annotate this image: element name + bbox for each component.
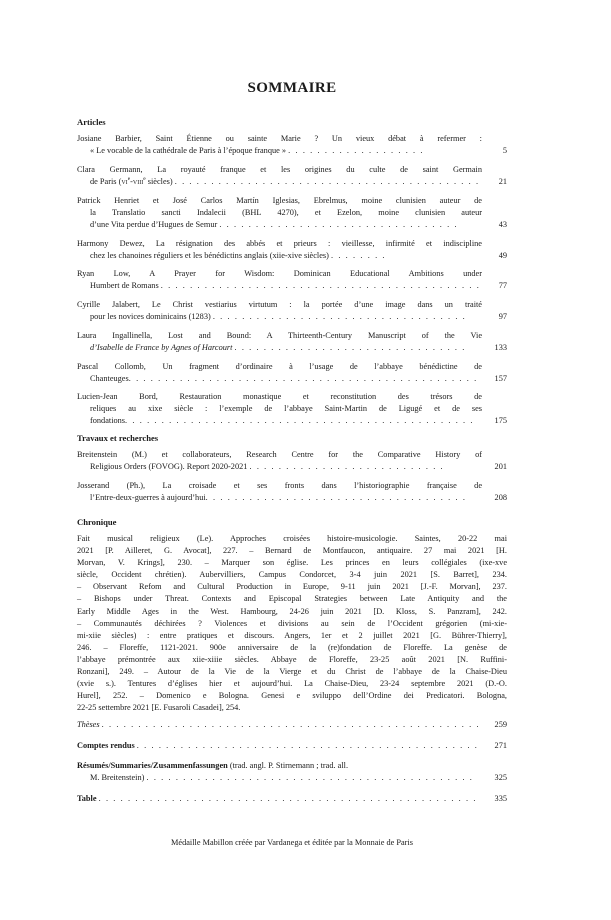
leader-dots: . . . . . . . . . . . . . . . . . . . . . . . . . . . . . . . . . bbox=[219, 220, 459, 230]
chronique-line: – Bishops under Threat. Contexts and Episcopal Strategies between Late Antiquity and the bbox=[77, 594, 507, 604]
entry-line: Ryan Low, A Prayer for Wisdom: Dominican Educational Ambitions under bbox=[77, 269, 482, 278]
chronique-line: – Observant Refom and Cultural Production in Europe, 9-11 juin 2021 [J.-F. Morvan], 237. bbox=[77, 582, 507, 592]
page-number: 259 bbox=[494, 720, 507, 729]
entry-line: chez les chanoines réguliers et les bénédictins anglais (xiie-xive siècles) bbox=[90, 251, 329, 261]
chronique-line: Fait musical religieux (Le). Approches croisées histoire-musicologie. Saintes, 20-22 mai bbox=[77, 534, 507, 543]
page-number: 97 bbox=[498, 312, 507, 322]
chronique-line: Morvan, V. Krings], 230. – Marquer son église. Les princes en leurs collégiales (ixe-xve bbox=[77, 558, 507, 568]
leader-dots: . . . . . . . . . . . . . . . . . . . . . . . . . . . . . . . . . . . . . . . . . . . . . . . . bbox=[128, 374, 478, 384]
toc-entry-theses[interactable] bbox=[77, 719, 507, 731]
toc-entry[interactable] bbox=[77, 268, 507, 292]
leader-dots: . . . . . . . . . . . . . . . . . . . . . . . . . . . . . . . . . . . . bbox=[205, 493, 467, 503]
section-heading-articles: Articles bbox=[77, 117, 106, 127]
toc-entry[interactable] bbox=[77, 299, 507, 323]
entry-label: Thèses bbox=[77, 720, 100, 729]
toc-entry[interactable] bbox=[77, 238, 507, 262]
page-number: 271 bbox=[494, 741, 507, 750]
entry-line: Josiane Barbier, Saint Étienne ou sainte Marie ? Un vieux débat à refermer : bbox=[77, 134, 482, 143]
toc-entry[interactable] bbox=[77, 449, 507, 473]
entry-line: « Le vocable de la cathédrale de Paris à l’époque franque » bbox=[90, 146, 287, 156]
entry-line: M. Breitenstein) bbox=[90, 773, 145, 783]
leader-dots: . . . . . . . . . . . . . . . . . . . . . . . . . . . . . . . . . . . . . . . . . . . . . . . . bbox=[125, 416, 475, 426]
entry-label: Résumés/Summaries/Zusammenfassungen bbox=[77, 761, 228, 770]
page-number: 175 bbox=[494, 416, 507, 426]
page-number: 5 bbox=[502, 146, 507, 156]
entry-line: Cyrille Jalabert, Le Christ vestiarius virtutum : la portée d’une image dans un traité bbox=[77, 300, 482, 309]
entry-line: la Translatio sancti Indalecii (BHL 4270), et Ezelon, moine clunisien auteur bbox=[90, 208, 482, 218]
chronique-line: 246. – Floreffe, 1121-2021. 900e anniversaire de la (re)fondation de Floreffe. La genèse de bbox=[77, 642, 507, 652]
page-number: 208 bbox=[494, 493, 507, 503]
entry-line: Religious Orders (FOVOG). Report 2020-2021 bbox=[90, 462, 248, 472]
chronique-line: Ronzani], 249. – Autour de la Vie de la Vierge et du Christ de l’abbaye de la Chaise-Dieu bbox=[77, 667, 507, 677]
dash: - bbox=[130, 177, 133, 187]
leader-dots: . . . . . . . . . . . . . . . . . . . . . . . . . . . . . . . . . . . . . . . . . . . . . bbox=[146, 773, 474, 783]
page-number: 133 bbox=[494, 343, 507, 353]
entry-line: de Paris ( bbox=[90, 177, 122, 187]
entry-line: pour les novices dominicains (1283) bbox=[90, 312, 211, 322]
toc-entry-comptes-rendus[interactable] bbox=[77, 740, 507, 752]
chronique-line: l’abbaye prémontrée aux xiie-xiiie siècles. Abbaye de Floreffe, 23-25 août 2021 [N. Ruffini- bbox=[77, 654, 507, 664]
entry-line: Patrick Henriet et José Carlos Martín Iglesias, Ebrelmus, moine clunisien auteur de bbox=[77, 196, 482, 205]
page-number: 325 bbox=[494, 773, 507, 783]
entry-line: siècles) bbox=[145, 177, 173, 187]
page-number: 49 bbox=[498, 251, 507, 261]
chronique-line: – Communautés déchirées ? Violences et divisions au sein de l’Occident grégorien (mi-xie- bbox=[77, 618, 507, 628]
leader-dots: . . . . . . . . . . . . . . . . . . . . . . . . . . . bbox=[249, 462, 445, 472]
century-numeral: vi bbox=[121, 177, 128, 187]
leader-dots: . . . . . . . . . . . . . . . . . . . . . . . . . . . . . . . . . . . . . . . . . . . . . . . . . . . . bbox=[101, 720, 481, 729]
century-numeral: viii bbox=[132, 177, 144, 187]
leader-dots: . . . . . . . . . . . . . . . . . . . . . . . . . . . . . . . . . . . . . . . . . . . . . . . bbox=[136, 741, 479, 750]
superscript: e bbox=[143, 176, 146, 183]
leader-dots: . . . . . . . . . . . . . . . . . . . . . . . . . . . . . . . . . . . . . . . . . . bbox=[174, 177, 480, 187]
toc-entry[interactable] bbox=[77, 391, 507, 427]
entry-label: Comptes rendus bbox=[77, 741, 135, 750]
entry-line: Breitenstein (M.) et collaborateurs, Research Centre for the Comparative History of bbox=[77, 450, 482, 459]
toc-entry-resumes[interactable] bbox=[77, 760, 507, 784]
entry-line: reliques au xixe siècle : l’exemple de l’abbaye Saint-Martin de Ligugé et de ses bbox=[90, 404, 482, 414]
entry-line: Josserand (Ph.), La croisade et ses fronts dans l’historiographie française de bbox=[77, 481, 482, 490]
entry-line: Lucien-Jean Bord, Restauration monastique et reconstitution des trésors de bbox=[77, 392, 482, 401]
chronique-line: Early Middle Ages in the West. Hambourg, 24-26 juin 2021 [D. Kloss, S. Panzram], 242. bbox=[77, 606, 507, 616]
entry-line: l’Entre-deux-guerres à aujourd’hui bbox=[90, 493, 206, 503]
toc-entry-table[interactable] bbox=[77, 793, 507, 805]
footer-credit: Médaille Mabillon créée par Vardanega et éditée par la Monnaie de Paris bbox=[171, 838, 413, 847]
page-number: 77 bbox=[498, 281, 507, 291]
toc-entry[interactable] bbox=[77, 195, 507, 231]
page-number: 335 bbox=[494, 794, 507, 803]
toc-entry[interactable] bbox=[77, 361, 507, 385]
chronique-line: siècle, Occident chrétien). Aubervilliers, Campus Condorcet, 3-4 juin 2021 [S. Barret], 234. bbox=[77, 570, 507, 580]
chronique-line: 22-25 settembre 2021 [E. Fusaroli Casadei], 254. bbox=[77, 703, 241, 713]
leader-dots: . . . . . . . . . . . . . . . . . . . . . . . . . . . . . . . . . . . bbox=[212, 312, 467, 322]
entry-line: Pascal Collomb, Un fragment d’ordinaire à l’usage de l’abbaye bénédictine de bbox=[77, 362, 482, 371]
chronique-line: 2021 [P. Ailleret, G. Avocat], 227. – Bernard de Montfaucon, antiquaire. 27 mai 2021 [H. bbox=[77, 546, 507, 556]
toc-entry[interactable] bbox=[77, 133, 507, 157]
chronique-paragraph bbox=[77, 533, 507, 714]
entry-line: Harmony Dewez, La résignation des abbés et prieurs : vieillesse, infirmité et indiscipline bbox=[77, 239, 482, 248]
leader-dots: . . . . . . . . . . . . . . . . . . . . . . . . . . . . . . . . . . . . . . . . . . . . . . . . . . . . bbox=[98, 794, 478, 803]
page-number: 43 bbox=[498, 220, 507, 230]
toc-entry[interactable] bbox=[77, 330, 507, 354]
entry-line: fondations bbox=[90, 416, 126, 426]
entry-line: Humbert de Romans bbox=[90, 281, 159, 291]
page-number: 157 bbox=[494, 374, 507, 384]
entry-line: (trad. angl. P. Stirnemann ; trad. all. bbox=[227, 761, 349, 770]
page-number: 201 bbox=[494, 462, 507, 472]
entry-label: Table bbox=[77, 794, 97, 803]
entry-line: Chanteuges bbox=[90, 374, 129, 384]
leader-dots: . . . . . . . . . . . . . . . . . . . . . . . . . . . . . . . . bbox=[234, 343, 466, 353]
entry-line: Laura Ingallinella, Lost and Bound: A Thirteenth-Century Manuscript of the Vie bbox=[77, 331, 482, 340]
page-title: SOMMAIRE bbox=[247, 80, 337, 96]
chronique-line: Hurel], 252. – Domenico e Bologna. Genesi e sviluppo dell’Ordine dei Predicatori. Bologna, bbox=[77, 691, 507, 701]
toc-entry[interactable] bbox=[77, 164, 507, 188]
toc-entry[interactable] bbox=[77, 480, 507, 504]
page-number: 21 bbox=[498, 177, 507, 187]
chronique-line: mi-xiie siècles) : entre pratiques et discours. Angers, 1er et 2 juillet 2021 [G. Bührer-Thierry], bbox=[77, 630, 507, 640]
section-heading-chronique: Chronique bbox=[77, 517, 117, 527]
chronique-line: (xvie s.). Tentures d’églises hier et aujourd’hui. La Chaise-Dieu, 23-24 septembre 2021 (D.-O. bbox=[77, 679, 507, 689]
entry-line: d’une Vita perdue d’Hugues de Semur bbox=[90, 220, 218, 230]
leader-dots: . . . . . . . . bbox=[330, 251, 387, 261]
entry-line: d’Isabelle de France by Agnes of Harcourt bbox=[90, 343, 233, 353]
section-heading-travaux: Travaux et recherches bbox=[77, 433, 159, 443]
leader-dots: . . . . . . . . . . . . . . . . . . . . . . . . . . . . . . . . . . . . . . . . . . . . bbox=[160, 281, 481, 291]
superscript: e bbox=[127, 176, 131, 183]
leader-dots: . . . . . . . . . . . . . . . . . . . bbox=[288, 146, 425, 156]
entry-line: Clara Germann, La royauté franque et les origines du culte de saint Germain bbox=[77, 165, 482, 174]
